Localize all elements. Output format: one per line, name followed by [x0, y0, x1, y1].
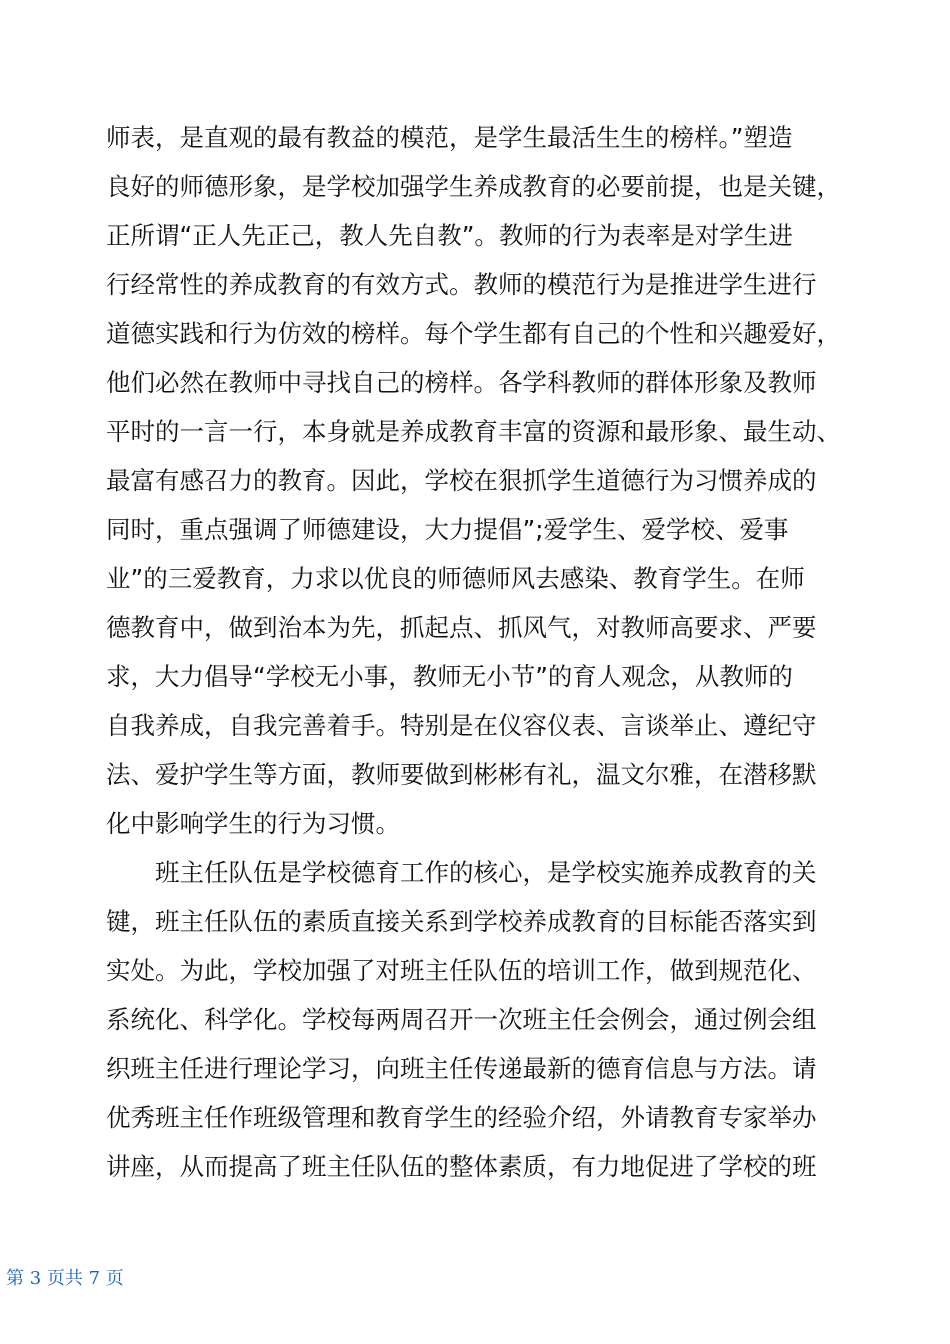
body-text — [106, 113, 846, 1191]
text-line: 他们必然在教师中寻找自己的榜样。各学科教师的群体形象及教师 — [106, 368, 817, 397]
text-line: 师表，是直观的最有教益的模范，是学生最活生生的榜样。”塑造 — [106, 123, 793, 152]
page-number-footer: 第 3 页共 7 页 — [6, 1268, 124, 1289]
text-line: 法、爱护学生等方面，教师要做到彬彬有礼，温文尔雅，在潜移默 — [106, 760, 817, 789]
paragraph-start-line: 班主任队伍是学校德育工作的核心，是学校实施养成教育的关 — [106, 858, 817, 887]
text-line: 业”的三爱教育，力求以优良的师德师风去感染、教育学生。在师 — [106, 564, 805, 593]
text-line: 道德实践和行为仿效的榜样。每个学生都有自己的个性和兴趣爱好， — [106, 319, 841, 348]
text-line: 行经常性的养成教育的有效方式。教师的模范行为是推进学生进行 — [106, 270, 817, 299]
text-line: 化中影响学生的行为习惯。 — [106, 809, 400, 838]
text-line: 同时，重点强调了师德建设，大力提倡”;爱学生、爱学校、爱事 — [106, 515, 789, 544]
text-line: 实处。为此，学校加强了对班主任队伍的培训工作，做到规范化、 — [106, 956, 817, 985]
text-line: 讲座，从而提高了班主任队伍的整体素质，有力地促进了学校的班 — [106, 1152, 817, 1181]
text-line: 平时的一言一行，本身就是养成教育丰富的资源和最形象、最生动、 — [106, 417, 841, 446]
text-line: 求，大力倡导“学校无小事，教师无小节”的育人观念，从教师的 — [106, 662, 793, 691]
text-line: 最富有感召力的教育。因此，学校在狠抓学生道德行为习惯养成的 — [106, 466, 817, 495]
text-line: 正所谓“正人先正己，教人先自教”。教师的行为表率是对学生进 — [106, 221, 793, 250]
text-line: 自我养成，自我完善着手。特别是在仪容仪表、言谈举止、遵纪守 — [106, 711, 817, 740]
text-line: 系统化、科学化。学校每两周召开一次班主任会例会，通过例会组 — [106, 1005, 817, 1034]
text-line: 德教育中，做到治本为先，抓起点、抓风气，对教师高要求、严要 — [106, 613, 817, 642]
text-line: 织班主任进行理论学习，向班主任传递最新的德育信息与方法。请 — [106, 1054, 817, 1083]
text-line: 良好的师德形象，是学校加强学生养成教育的必要前提，也是关键， — [106, 172, 841, 201]
text-line: 键，班主任队伍的素质直接关系到学校养成教育的目标能否落实到 — [106, 907, 817, 936]
text-line: 优秀班主任作班级管理和教育学生的经验介绍，外请教育专家举办 — [106, 1103, 817, 1132]
